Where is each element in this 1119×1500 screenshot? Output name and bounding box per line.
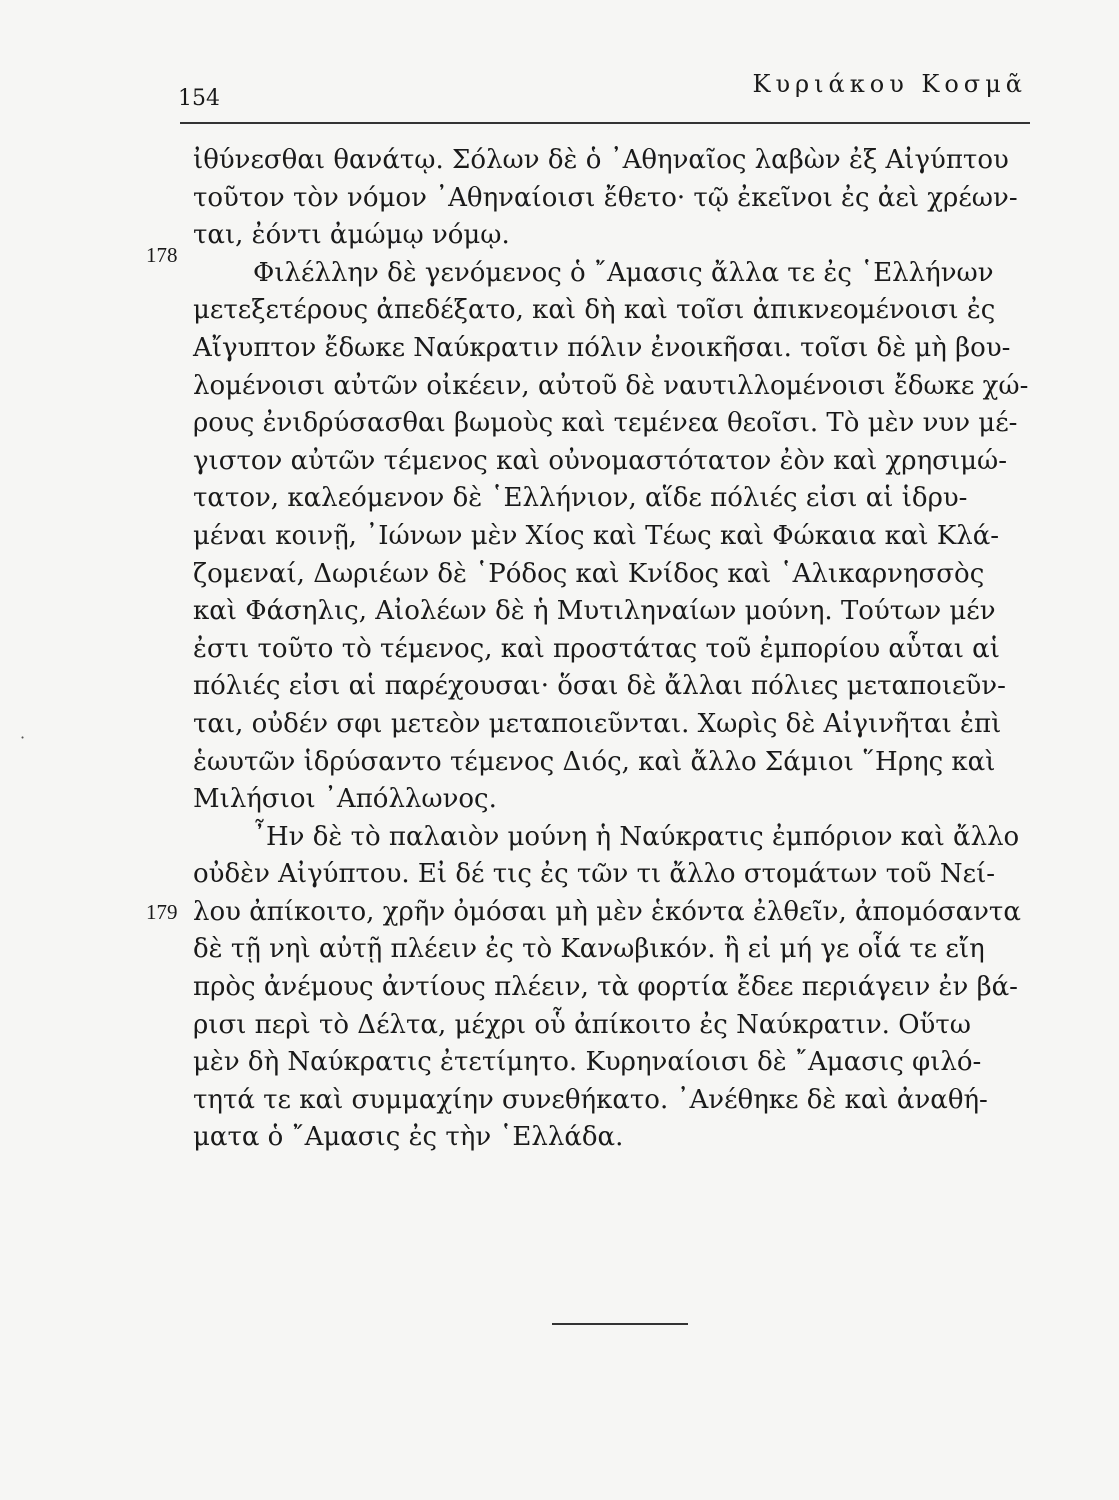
text-line: μὲν δὴ Ναύκρατις ἐτετίμητο. Κυρηναίοισι δὲ ῎Αμασις φιλό-	[193, 1047, 982, 1078]
text-line: οὐδὲν Αἰγύπτου. Εἰ δέ τις ἐς τῶν τι ἄλλο στομάτων τοῦ Νεί-	[193, 859, 996, 890]
text-line: τητά τε καὶ συμμαχίην συνεθήκατο. ᾿Ανέθηκε δὲ καὶ ἀναθή-	[193, 1084, 988, 1115]
running-head: Κυριάκου Κοσμᾶ	[752, 70, 1027, 98]
text-line: τοῦτον τὸν νόμον ᾿Αθηναίοισι ἔθετο· τῷ ἐκεῖνοι ἐς ἀεὶ χρέων-	[193, 182, 1018, 213]
text-line: μετεξετέρους ἀπεδέξατο, καὶ δὴ καὶ τοῖσι ἀπικνεομένοισι ἐς	[193, 295, 996, 326]
text-line: Αἴγυπτον ἔδωκε Ναύκρατιν πόλιν ἐνοικῆσαι. τοῖσι δὲ μὴ βου-	[193, 332, 1011, 363]
text-line: ἐστι τοῦτο τὸ τέμενος, καὶ προστάτας τοῦ ἐμπορίου αὗται αἱ	[193, 633, 1000, 664]
text-line: πρὸς ἀνέμους ἀντίους πλέειν, τὰ φορτία ἔδεε περιάγειν ἐν βά-	[193, 972, 1018, 1003]
text-line: ρους ἐνιδρύσασθαι βωμοὺς καὶ τεμένεα θεοῖσι. Τὸ μὲν νυν μέ-	[193, 408, 1018, 439]
main-text	[193, 142, 1033, 1157]
paragraph-start-line: Φιλέλλην δὲ γενόμενος ὁ ῎Αμασις ἄλλα τε ἐς ῾Ελλήνων	[253, 257, 994, 288]
text-line: ται, οὐδέν σφι μετεὸν μεταποιεῦνται. Χωρὶς δὲ Αἰγινῆται ἐπὶ	[193, 708, 1002, 739]
text-line: ματα ὁ ῎Αμασις ἐς τὴν ῾Ελλάδα.	[193, 1122, 624, 1153]
text-line: ρισι περὶ τὸ Δέλτα, μέχρι οὗ ἀπίκοιτο ἐς Ναύκρατιν. Οὕτω	[193, 1009, 971, 1040]
text-line: μέναι κοινῇ, ᾿Ιώνων μὲν Χίος καὶ Τέως καὶ Φώκαια καὶ Κλά-	[193, 520, 1000, 551]
text-line: καὶ Φάσηλις, Αἰολέων δὲ ἡ Μυτιληναίων μούνη. Τούτων μέν	[193, 596, 996, 627]
text-line: δὲ τῇ νηὶ αὐτῇ πλέειν ἐς τὸ Κανωβικόν. ἢ εἰ μή γε οἷά τε εἴη	[193, 934, 985, 965]
paragraph-start-line: ῏Ην δὲ τὸ παλαιὸν μούνη ἡ Ναύκρατις ἐμπόριον καὶ ἄλλο	[253, 821, 1020, 852]
text-line: ἑωυτῶν ἱδρύσαντο τέμενος Διός, καὶ ἄλλο Σάμιοι ῞Ηρης καὶ	[193, 746, 996, 777]
text-line: ἰθύνεσθαι θανάτῳ. Σόλων δὲ ὁ ᾿Αθηναῖος λαβὼν ἐξ Αἰγύπτου	[193, 145, 1009, 175]
text-line: πόλιές εἰσι αἱ παρέχουσαι· ὅσαι δὲ ἄλλαι πόλιες μεταποιεῦν-	[193, 671, 1006, 702]
text-line: ζομεναί, Δωριέων δὲ ῾Ρόδος καὶ Κνίδος καὶ ῾Αλικαρνησσὸς	[193, 558, 985, 589]
end-rule	[552, 1323, 688, 1325]
section-number-178: 178	[146, 243, 178, 267]
margin-mark: ·	[20, 728, 26, 747]
text-line: τατον, καλεόμενον δὲ ῾Ελλήνιον, αἵδε πόλιές εἰσι αἱ ἱδρυ-	[193, 483, 968, 514]
text-line: Μιλήσιοι ᾿Απόλλωνος.	[193, 784, 497, 815]
text-line: λομένοισι αὐτῶν οἰκέειν, αὐτοῦ δὲ ναυτιλλομένοισι ἔδωκε χώ-	[193, 370, 1029, 401]
header-rule	[180, 122, 1030, 124]
text-line: γιστον αὐτῶν τέμενος καὶ οὐνομαστότατον ἐὸν καὶ χρησιμώ-	[193, 445, 1007, 476]
page-number: 154	[178, 86, 220, 111]
text-line: λου ἀπίκοιτο, χρῆν ὀμόσαι μὴ μὲν ἑκόντα ἐλθεῖν, ἀπομόσαντα	[193, 896, 1021, 927]
text-line: ται, ἐόντι ἀμώμῳ νόμῳ.	[193, 220, 510, 251]
section-number-179: 179	[146, 900, 178, 924]
